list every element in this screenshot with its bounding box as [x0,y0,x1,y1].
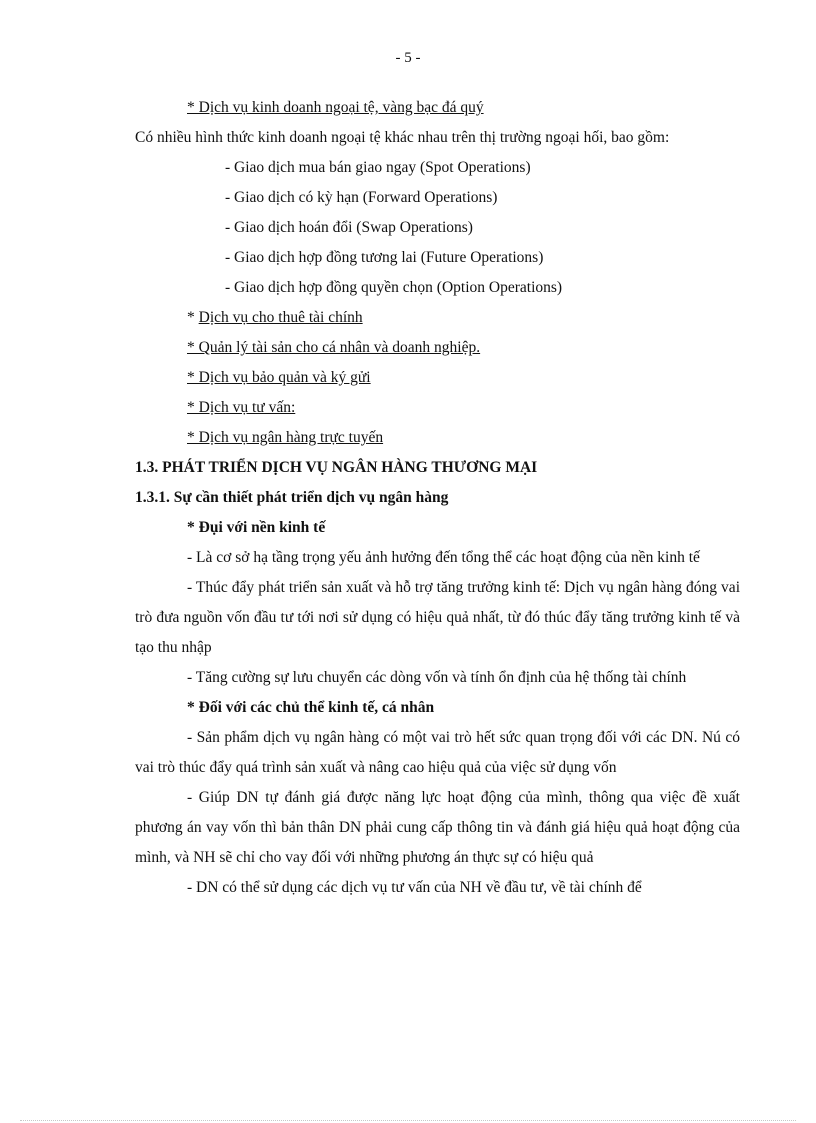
paragraph: - Là cơ sở hạ tầng trọng yếu ảnh hưởng đến tổng thể các hoạt động của nền kinh tế [187,549,700,566]
service-advisory-heading [135,393,740,423]
paragraph: - Thúc đẩy phát triển sản xuất và hỗ trợ tăng trưởng kinh tế: Dịch vụ ngân hàng đóng vai trò đưa nguồn vốn đầu tư tới nơi sử dụng có hiệu quả nhất, từ đó thúc đẩy tăng trưởng kinh tế và tạo thu nhập [135,579,740,656]
forex-list-item: - Giao dịch hợp đồng quyền chọn (Option Operations) [225,279,563,296]
page-number: - 5 - [395,50,421,66]
service-forex-text: * Dịch vụ kinh doanh ngoại tệ, vàng bạc đá quý [187,99,484,116]
service-asset-mgmt-heading [135,333,740,363]
paragraph: - DN có thể sử dụng các dịch vụ tư vấn của NH về đầu tư, về tài chính để [187,879,642,896]
service-custody-text: * Dịch vụ bảo quản và ký gửi [187,369,371,386]
service-advisory-text: * Dịch vụ tư vấn: [187,399,296,416]
paragraph: - Sản phẩm dịch vụ ngân hàng có một vai trò hết sức quan trọng đối với các DN. Nú có vai trò thúc đẩy quá trình sản xuất và nâng cao hiệu quả của việc sử dụng vốn [135,729,740,776]
paragraph: - Tăng cường sự lưu chuyển các dòng vốn và tính ổn định của hệ thống tài chính [187,669,687,686]
service-leasing-heading [135,303,740,333]
forex-intro-paragraph: Có nhiều hình thức kinh doanh ngoại tệ khác nhau trên thị trường ngoại hối, bao gồm: [135,129,670,146]
forex-list-item: - Giao dịch hoán đổi (Swap Operations) [225,219,473,236]
forex-list-item: - Giao dịch có kỳ hạn (Forward Operations) [225,189,498,206]
service-asset-mgmt-text: * Quản lý tài sản cho cá nhân và doanh nghiệp. [187,339,481,356]
paragraph: - Giúp DN tự đánh giá được năng lực hoạt động của mình, thông qua việc đề xuất phương án vay vốn thì bản thân DN phải cung cấp thông tin và đánh giá hiệu quả hoạt động của mình, và NH sẽ chỉ cho vay đối với những phương án thực sự có hiệu quả [135,789,740,866]
section-heading-1-3-1: 1.3.1. Sự cần thiết phát triển dịch vụ ngân hàng [135,489,449,506]
subheading-economy: * Đụi với nền kinh tế [187,519,326,536]
bullet-star: * [187,309,199,326]
service-online-banking-heading [135,423,740,453]
page-bottom-rule [20,1120,796,1121]
service-custody-heading [135,363,740,393]
document-body [135,93,740,903]
service-leasing-text: Dịch vụ cho thuê tài chính [198,309,363,326]
section-heading-1-3: 1.3. PHÁT TRIỂN DỊCH VỤ NGÂN HÀNG THƯƠNG MẠI [135,459,538,476]
forex-list-item: - Giao dịch mua bán giao ngay (Spot Operations) [225,159,531,176]
subheading-economic-entities: * Đối với các chủ thể kinh tế, cá nhân [187,699,435,716]
service-forex-heading [135,93,740,123]
service-online-banking-text: * Dịch vụ ngân hàng trực tuyến [187,429,384,446]
forex-list-item: - Giao dịch hợp đồng tương lai (Future Operations) [225,249,544,266]
